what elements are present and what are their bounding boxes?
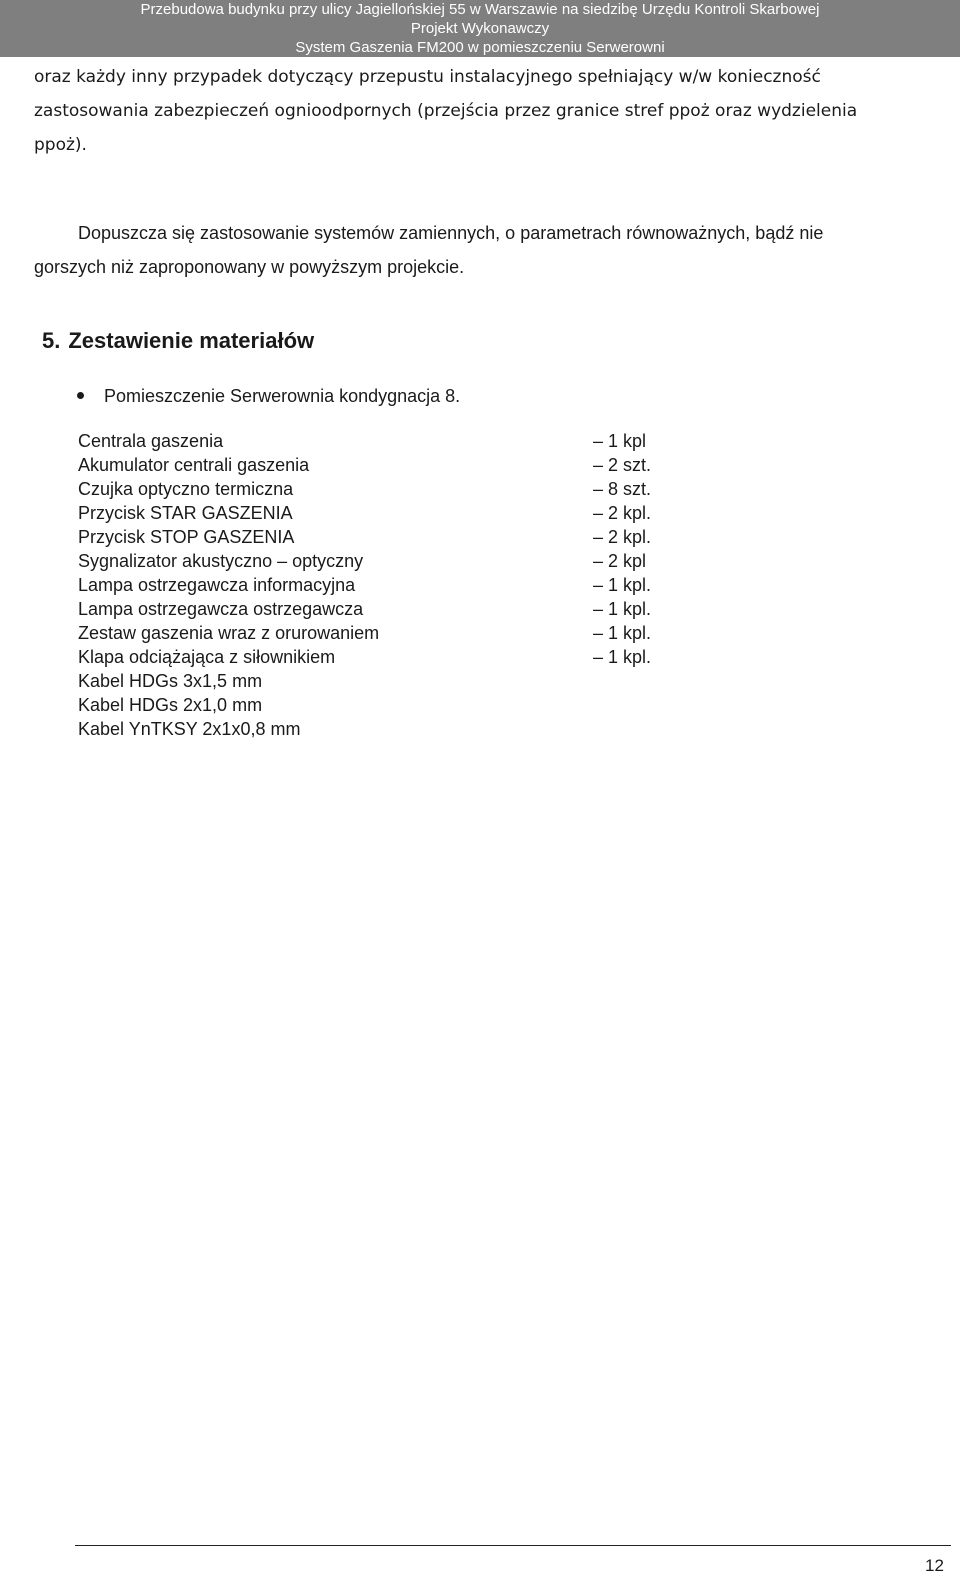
material-name: Akumulator centrali gaszenia (78, 455, 310, 475)
list-item (78, 549, 678, 573)
section-heading (42, 328, 314, 354)
page-header (0, 0, 960, 57)
list-item (78, 429, 678, 453)
list-item (78, 621, 678, 645)
material-name: Lampa ostrzegawcza informacyjna (78, 575, 356, 595)
material-quantity: – 2 kpl (593, 551, 647, 571)
section-number: 5. (42, 328, 61, 353)
header-project-title: Przebudowa budynku przy ulicy Jagiellońskiej 55 w Warszawie na siedzibę Urzędu Kontroli Skarbowej (140, 1, 820, 18)
material-name: Zestaw gaszenia wraz z orurowaniem (78, 623, 380, 643)
material-quantity: – 1 kpl (593, 431, 647, 451)
page-number: 12 (925, 1556, 944, 1575)
bullet-text: Pomieszczenie Serwerownia kondygnacja 8. (104, 386, 461, 406)
material-quantity: – 2 szt. (593, 455, 652, 475)
material-name: Przycisk STOP GASZENIA (78, 527, 295, 547)
material-quantity: – 1 kpl. (593, 575, 652, 595)
paragraph-substitutes (34, 216, 946, 284)
material-name: Klapa odciążająca z siłownikiem (78, 647, 336, 667)
material-quantity: – 2 kpl. (593, 503, 652, 523)
section-title: Zestawienie materiałów (68, 328, 315, 353)
footer-divider (75, 1545, 951, 1546)
materials-list (78, 429, 678, 741)
list-item (78, 453, 678, 477)
list-item (78, 573, 678, 597)
material-name: Czujka optyczno termiczna (78, 479, 294, 499)
material-name: Przycisk STAR GASZENIA (78, 503, 293, 523)
list-item (78, 693, 678, 717)
material-quantity: – 2 kpl. (593, 527, 652, 547)
material-name: Sygnalizator akustyczno – optyczny (78, 551, 364, 571)
list-item (78, 501, 678, 525)
paragraph-line: oraz każdy inny przypadek dotyczący przepustu instalacyjnego spełniający w/w konieczność (34, 67, 821, 87)
material-name: Kabel HDGs 3x1,5 mm (78, 671, 263, 691)
material-quantity: – 1 kpl. (593, 599, 652, 619)
paragraph-line: zastosowania zabezpieczeń ognioodpornych (przejścia przez granice stref ppoż oraz wydzielenia (34, 101, 858, 121)
material-name: Centrala gaszenia (78, 431, 224, 451)
paragraph-line: Dopuszcza się zastosowanie systemów zamiennych, o parametrach równoważnych, bądź nie (78, 223, 824, 243)
material-name: Lampa ostrzegawcza ostrzegawcza (78, 599, 364, 619)
list-item (78, 597, 678, 621)
list-item (78, 477, 678, 501)
list-item (78, 525, 678, 549)
material-name: Kabel YnTKSY 2x1x0,8 mm (78, 719, 301, 739)
bullet-item (77, 386, 460, 407)
material-quantity: – 8 szt. (593, 479, 652, 499)
list-item (78, 669, 678, 693)
paragraph-line: gorszych niż zaproponowany w powyższym projekcie. (34, 257, 465, 277)
list-item (78, 717, 678, 741)
header-system-name: System Gaszenia FM200 w pomieszczeniu Serwerowni (295, 39, 665, 56)
paragraph-line: ppoż). (34, 135, 87, 155)
material-name: Kabel HDGs 2x1,0 mm (78, 695, 263, 715)
bullet-dot-icon (77, 392, 84, 399)
material-quantity: – 1 kpl. (593, 647, 652, 667)
paragraph-fire-protection (34, 60, 946, 162)
list-item (78, 645, 678, 669)
header-project-type: Projekt Wykonawczy (410, 20, 550, 37)
material-quantity: – 1 kpl. (593, 623, 652, 643)
